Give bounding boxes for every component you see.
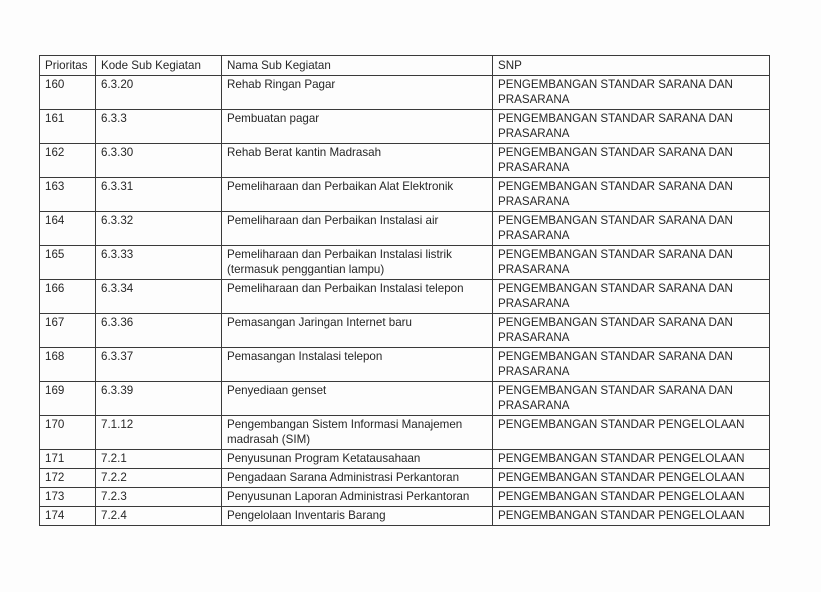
cell-prioritas: 173	[40, 488, 96, 507]
cell-kode: 7.2.4	[96, 507, 222, 526]
cell-kode: 6.3.30	[96, 144, 222, 178]
table-row	[40, 416, 770, 450]
cell-nama: Pemeliharaan dan Perbaikan Instalasi air	[222, 212, 493, 246]
table-header-row	[40, 56, 770, 76]
cell-snp: PENGEMBANGAN STANDAR SARANA DAN PRASARANA	[493, 144, 770, 178]
cell-snp: PENGEMBANGAN STANDAR PENGELOLAAN	[493, 488, 770, 507]
cell-snp: PENGEMBANGAN STANDAR SARANA DAN PRASARANA	[493, 314, 770, 348]
cell-nama: Pengembangan Sistem Informasi Manajemen madrasah (SIM)	[222, 416, 493, 450]
table-row	[40, 110, 770, 144]
cell-prioritas: 160	[40, 76, 96, 110]
cell-kode: 6.3.33	[96, 246, 222, 280]
cell-kode: 7.1.12	[96, 416, 222, 450]
table-row	[40, 507, 770, 526]
cell-kode: 6.3.34	[96, 280, 222, 314]
cell-snp: PENGEMBANGAN STANDAR SARANA DAN PRASARANA	[493, 382, 770, 416]
cell-nama: Rehab Berat kantin Madrasah	[222, 144, 493, 178]
table-row	[40, 450, 770, 469]
cell-snp: PENGEMBANGAN STANDAR SARANA DAN PRASARANA	[493, 110, 770, 144]
cell-snp: PENGEMBANGAN STANDAR SARANA DAN PRASARANA	[493, 178, 770, 212]
cell-nama: Pemeliharaan dan Perbaikan Alat Elektronik	[222, 178, 493, 212]
table-row	[40, 144, 770, 178]
cell-nama: Penyediaan genset	[222, 382, 493, 416]
cell-nama: Pemeliharaan dan Perbaikan Instalasi listrik (termasuk penggantian lampu)	[222, 246, 493, 280]
cell-prioritas: 172	[40, 469, 96, 488]
cell-kode: 7.2.1	[96, 450, 222, 469]
cell-nama: Pengadaan Sarana Administrasi Perkantoran	[222, 469, 493, 488]
table-row	[40, 314, 770, 348]
cell-nama: Pengelolaan Inventaris Barang	[222, 507, 493, 526]
cell-snp: PENGEMBANGAN STANDAR SARANA DAN PRASARANA	[493, 348, 770, 382]
cell-snp: PENGEMBANGAN STANDAR SARANA DAN PRASARANA	[493, 246, 770, 280]
cell-prioritas: 164	[40, 212, 96, 246]
cell-kode: 6.3.32	[96, 212, 222, 246]
table-row	[40, 488, 770, 507]
header-nama-sub-kegiatan: Nama Sub Kegiatan	[222, 56, 493, 76]
cell-kode: 7.2.2	[96, 469, 222, 488]
cell-prioritas: 169	[40, 382, 96, 416]
cell-prioritas: 163	[40, 178, 96, 212]
cell-prioritas: 174	[40, 507, 96, 526]
cell-prioritas: 162	[40, 144, 96, 178]
cell-snp: PENGEMBANGAN STANDAR SARANA DAN PRASARANA	[493, 280, 770, 314]
cell-prioritas: 167	[40, 314, 96, 348]
cell-nama: Pemasangan Instalasi telepon	[222, 348, 493, 382]
cell-kode: 6.3.20	[96, 76, 222, 110]
header-prioritas: Prioritas	[40, 56, 96, 76]
cell-snp: PENGEMBANGAN STANDAR PENGELOLAAN	[493, 416, 770, 450]
cell-prioritas: 166	[40, 280, 96, 314]
cell-nama: Pemasangan Jaringan Internet baru	[222, 314, 493, 348]
cell-nama: Pemeliharaan dan Perbaikan Instalasi telepon	[222, 280, 493, 314]
header-kode-sub-kegiatan: Kode Sub Kegiatan	[96, 56, 222, 76]
table-row	[40, 280, 770, 314]
cell-prioritas: 171	[40, 450, 96, 469]
cell-snp: PENGEMBANGAN STANDAR PENGELOLAAN	[493, 469, 770, 488]
cell-kode: 6.3.3	[96, 110, 222, 144]
cell-snp: PENGEMBANGAN STANDAR PENGELOLAAN	[493, 450, 770, 469]
cell-prioritas: 168	[40, 348, 96, 382]
cell-kode: 6.3.37	[96, 348, 222, 382]
cell-snp: PENGEMBANGAN STANDAR SARANA DAN PRASARANA	[493, 212, 770, 246]
cell-nama: Pembuatan pagar	[222, 110, 493, 144]
table-row	[40, 178, 770, 212]
header-snp: SNP	[493, 56, 770, 76]
cell-prioritas: 161	[40, 110, 96, 144]
cell-prioritas: 165	[40, 246, 96, 280]
table-row	[40, 348, 770, 382]
table-row	[40, 76, 770, 110]
cell-snp: PENGEMBANGAN STANDAR PENGELOLAAN	[493, 507, 770, 526]
cell-kode: 6.3.39	[96, 382, 222, 416]
cell-snp: PENGEMBANGAN STANDAR SARANA DAN PRASARANA	[493, 76, 770, 110]
cell-nama: Penyusunan Laporan Administrasi Perkantoran	[222, 488, 493, 507]
cell-kode: 6.3.31	[96, 178, 222, 212]
table-row	[40, 246, 770, 280]
sub-kegiatan-table	[39, 55, 770, 526]
table-row	[40, 382, 770, 416]
cell-nama: Penyusunan Program Ketatausahaan	[222, 450, 493, 469]
cell-kode: 6.3.36	[96, 314, 222, 348]
cell-prioritas: 170	[40, 416, 96, 450]
cell-kode: 7.2.3	[96, 488, 222, 507]
table-row	[40, 212, 770, 246]
table-row	[40, 469, 770, 488]
cell-nama: Rehab Ringan Pagar	[222, 76, 493, 110]
